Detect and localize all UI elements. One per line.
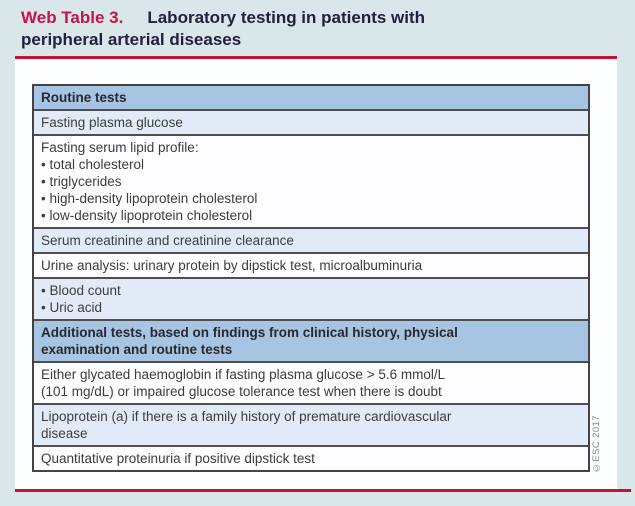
table-cell-text: Additional tests, based on findings from clinical history, physical (41, 325, 458, 340)
bullet-item: • Blood count (41, 283, 121, 298)
esc-copyright-watermark: ©ESC 2017 (591, 415, 602, 473)
bullet-item: • total cholesterol (41, 157, 145, 172)
content-panel (15, 59, 617, 489)
table-row (34, 252, 588, 277)
bullet-item: • high-density lipoprotein cholesterol (41, 191, 258, 206)
table-section-header-additional-tests (34, 319, 588, 361)
table-cell-text: disease (41, 426, 88, 441)
table-row (34, 403, 588, 445)
table-row (34, 445, 588, 470)
table-cell-text: Fasting plasma glucose (41, 115, 183, 130)
table-cell-text: Lipoprotein (a) if there is a family history of premature cardiovascular (41, 409, 452, 424)
table-row (34, 134, 588, 227)
table-cell-text: Quantitative proteinuria if positive dipstick test (41, 451, 315, 466)
laboratory-tests-table (32, 84, 590, 472)
table-row (34, 277, 588, 319)
table-cell-text: (101 mg/dL) or impaired glucose tolerance test when there is doubt (41, 384, 442, 399)
table-number-label: Web Table 3. (21, 8, 124, 27)
table-title-text: Laboratory testing in patients with peripheral arterial diseases (21, 8, 426, 49)
bullet-item: • low-density lipoprotein cholesterol (41, 208, 253, 223)
bullet-item: • triglycerides (41, 174, 122, 189)
table-section-header-routine-tests (34, 86, 588, 109)
page-title (21, 7, 511, 51)
table-cell-text: Urine analysis: urinary protein by dipstick test, microalbuminuria (41, 258, 423, 273)
table-row (34, 361, 588, 403)
table-cell-text: examination and routine tests (41, 342, 233, 357)
table-cell-text: Fasting serum lipid profile: (41, 140, 199, 155)
bottom-rule-divider (15, 489, 631, 492)
bullet-item: • Uric acid (41, 300, 102, 315)
table-row (34, 227, 588, 252)
table-cell-text: Routine tests (41, 90, 127, 105)
table-cell-text: Serum creatinine and creatinine clearance (41, 233, 294, 248)
table-cell-text: Either glycated haemoglobin if fasting plasma glucose > 5.6 mmol/L (41, 367, 446, 382)
table-row (34, 109, 588, 134)
